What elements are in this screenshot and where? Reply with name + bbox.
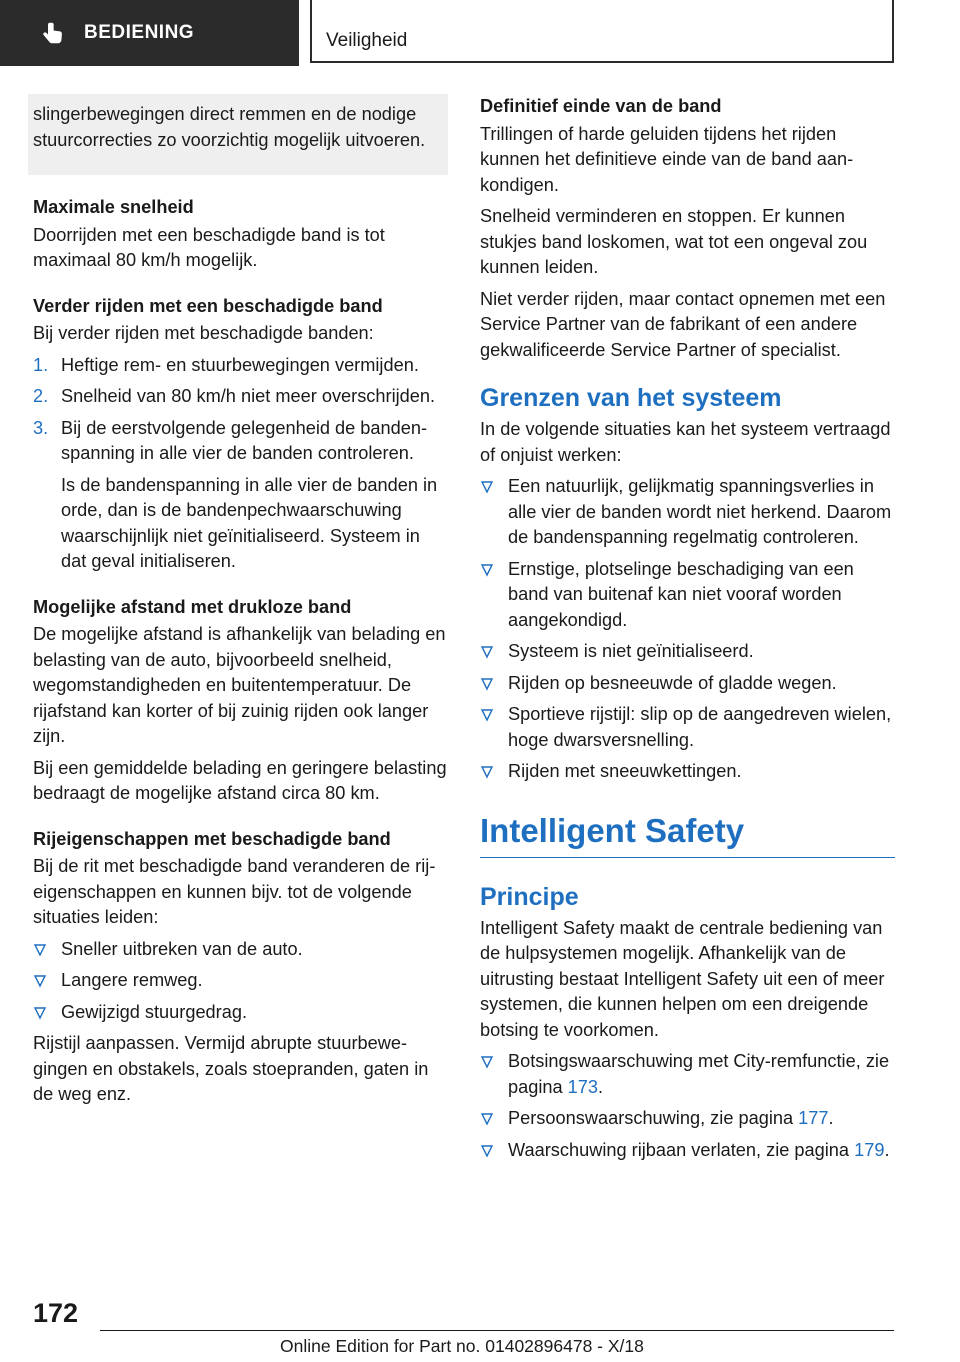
left-column xyxy=(33,94,448,1114)
paragraph-handling-outro: Rijstijl aanpassen. Vermijd abrupte stuurbewegingen en obstakels, zoals stoepranden, gaten in de weg enz. xyxy=(33,1033,429,1104)
footer-edition: Online Edition for Part no. 01402896478 - X/18 xyxy=(280,1336,644,1356)
warning-note-box xyxy=(28,94,448,175)
list-item xyxy=(33,937,448,963)
heading-intelligent-safety: Intelligent Safety xyxy=(480,811,895,858)
list-item: Persoonswaarschuwing, zie pagina 177. xyxy=(480,1106,895,1132)
paragraph-definitive-1: Trillingen of harde geluiden tijdens het rijden kunnen het definitieve einde van de band aankondigen. xyxy=(480,123,854,195)
triangle-bullet-icon xyxy=(480,645,494,659)
page-link-179[interactable]: 179 xyxy=(854,1139,885,1160)
list-item-text: Snelheid van 80 km/h niet meer overschrijden. xyxy=(61,386,436,406)
list-item-text: Bij de eerstvolgende gelegenheid de bandenspanning in alle vier de banden controleren. xyxy=(61,417,428,463)
list-item-text: Sneller uitbreken van de auto. xyxy=(61,938,303,959)
list-item xyxy=(480,639,895,665)
list-item xyxy=(33,384,448,410)
list-item xyxy=(33,416,448,575)
bullet-list-handling xyxy=(33,937,448,1026)
list-item-text: Botsingswaarschuwing met City-remfunctie, zie pagina xyxy=(508,1051,890,1097)
list-item xyxy=(33,1000,448,1026)
list-item xyxy=(33,353,448,379)
list-item-text: Systeem is niet geïnitialiseerd. xyxy=(508,641,754,661)
triangle-bullet-icon xyxy=(480,708,494,722)
triangle-bullet-icon xyxy=(480,563,494,577)
heading-system-limits: Grenzen van het systeem xyxy=(480,384,782,412)
list-number: 1. xyxy=(33,354,49,375)
list-item xyxy=(480,557,895,634)
list-item-extra-text: Is de bandenspanning in alle vier de banden in orde, dan is de bandenpechwaarschuwing waarschijnlijk niet geïnitialiseerd. Systeem in dat geval initialiseren. xyxy=(61,474,438,571)
list-item-text: Gewijzigd stuurgedrag. xyxy=(61,1001,248,1022)
paragraph-principle: Intelligent Safety maakt de centrale bediening van de hulpsystemen mogelijk. Afhankelijk van de uitrusting bestaat Intelligent Safety uit een of meer systemen, die kunnen helpen om een dreigende botsing te voorkomen. xyxy=(480,917,885,1040)
list-item xyxy=(480,671,895,697)
paragraph-distance-2: Bij een gemiddelde belading en geringere belasting bedraagt de mogelijke afstand circa 80 km. xyxy=(33,757,447,803)
page-number: 172 xyxy=(33,1298,79,1328)
list-item-text: Sportieve rijstijl: slip op de aangedreven wielen, hoge dwarsversnelling. xyxy=(508,704,892,750)
triangle-bullet-icon xyxy=(33,1006,47,1020)
list-item-text: Persoonswaarschuwing, zie pagina xyxy=(508,1108,799,1128)
triangle-bullet-icon xyxy=(480,765,494,779)
list-item: Botsingswaarschuwing met City-remfunctie, zie pagina 173. xyxy=(480,1049,895,1100)
page-link-177[interactable]: 177 xyxy=(798,1108,829,1128)
hand-pointer-icon xyxy=(40,20,66,46)
list-item-text: Ernstige, plotselinge beschadiging van een band van buitenaf kan niet vooraf worden aangekondigd. xyxy=(508,558,854,630)
list-item xyxy=(480,702,895,753)
chapter-title: Veiligheid xyxy=(326,30,408,51)
list-item xyxy=(480,759,895,785)
right-column xyxy=(480,94,895,1169)
footer-divider xyxy=(100,1330,894,1331)
list-item-text: Een natuurlijk, gelijkmatig spanningsverlies in alle vier de banden wordt niet herkend. Daarom de bandenspanning regelmatig controleren. xyxy=(508,476,892,547)
triangle-bullet-icon xyxy=(480,677,494,691)
list-number: 2. xyxy=(33,386,49,406)
list-item-text: Waarschuwing rijbaan verlaten, zie pagina xyxy=(508,1139,855,1160)
triangle-bullet-icon xyxy=(480,1112,494,1126)
heading-handling: Rijeigenschappen met beschadigde band xyxy=(33,828,391,849)
paragraph-continue-intro: Bij verder rijden met beschadigde banden: xyxy=(33,323,374,343)
triangle-bullet-icon xyxy=(480,480,494,494)
warning-note-text: slingerbewegingen direct remmen en de nodige stuurcorrecties zo voorzichtig mogelijk uitvoeren. xyxy=(33,104,426,150)
list-item-text: Langere remweg. xyxy=(61,970,203,990)
paragraph-handling-intro: Bij de rit met beschadigde band veranderen de rij-eigenschappen en kunnen bijv. tot de volgende situaties leiden: xyxy=(33,856,436,927)
list-item: Waarschuwing rijbaan verlaten, zie pagina 179. xyxy=(480,1138,895,1164)
list-item xyxy=(480,474,895,551)
chapter-header xyxy=(310,0,894,63)
page-link-173[interactable]: 173 xyxy=(567,1076,599,1097)
list-number: 3. xyxy=(33,417,49,438)
triangle-bullet-icon xyxy=(480,1144,494,1158)
paragraph-limits-intro: In de volgende situaties kan het systeem vertraagd of onjuist werken: xyxy=(480,419,891,465)
list-item-text: Rijden met sneeuwkettingen. xyxy=(508,761,742,781)
numbered-list-continue xyxy=(33,353,448,575)
paragraph-definitive-3: Niet verder rijden, maar contact opnemen met een Service Partner van de fabrikant of een andere gekwalificeerde Service Partner of specialist. xyxy=(480,288,886,360)
list-item-text: Heftige rem- en stuurbewegingen vermijden. xyxy=(61,354,419,375)
heading-definitive-end: Definitief einde van de band xyxy=(480,96,722,116)
section-tab xyxy=(0,0,299,66)
bullet-list-safety xyxy=(480,1049,895,1163)
heading-continue-driving: Verder rijden met een beschadigde band xyxy=(33,295,383,316)
section-title: BEDIENING xyxy=(84,22,195,43)
triangle-bullet-icon xyxy=(33,974,47,988)
triangle-bullet-icon xyxy=(33,943,47,957)
heading-principle: Principe xyxy=(480,882,579,911)
paragraph-definitive-2: Snelheid verminderen en stoppen. Er kunnen stukjes band loskomen, wat tot een ongeval zou kunnen leiden. xyxy=(480,206,868,277)
list-item-text: Rijden op besneeuwde of gladde wegen. xyxy=(508,672,837,693)
heading-possible-distance: Mogelijke afstand met drukloze band xyxy=(33,596,352,617)
heading-max-speed: Maximale snelheid xyxy=(33,197,194,217)
triangle-bullet-icon xyxy=(480,1055,494,1069)
paragraph-distance-1: De mogelijke afstand is afhankelijk van belading en belasting van de auto, bijvoorbeeld snelheid, wegomstandigheden en buitentemperatuur. De rijafstand kan korter of bij zuinig rijden ook langer zijn. xyxy=(33,624,446,746)
list-item xyxy=(33,968,448,994)
paragraph-max-speed: Doorrijden met een beschadigde band is tot maximaal 80 km/h mogelijk. xyxy=(33,224,385,270)
bullet-list-limits xyxy=(480,474,895,785)
